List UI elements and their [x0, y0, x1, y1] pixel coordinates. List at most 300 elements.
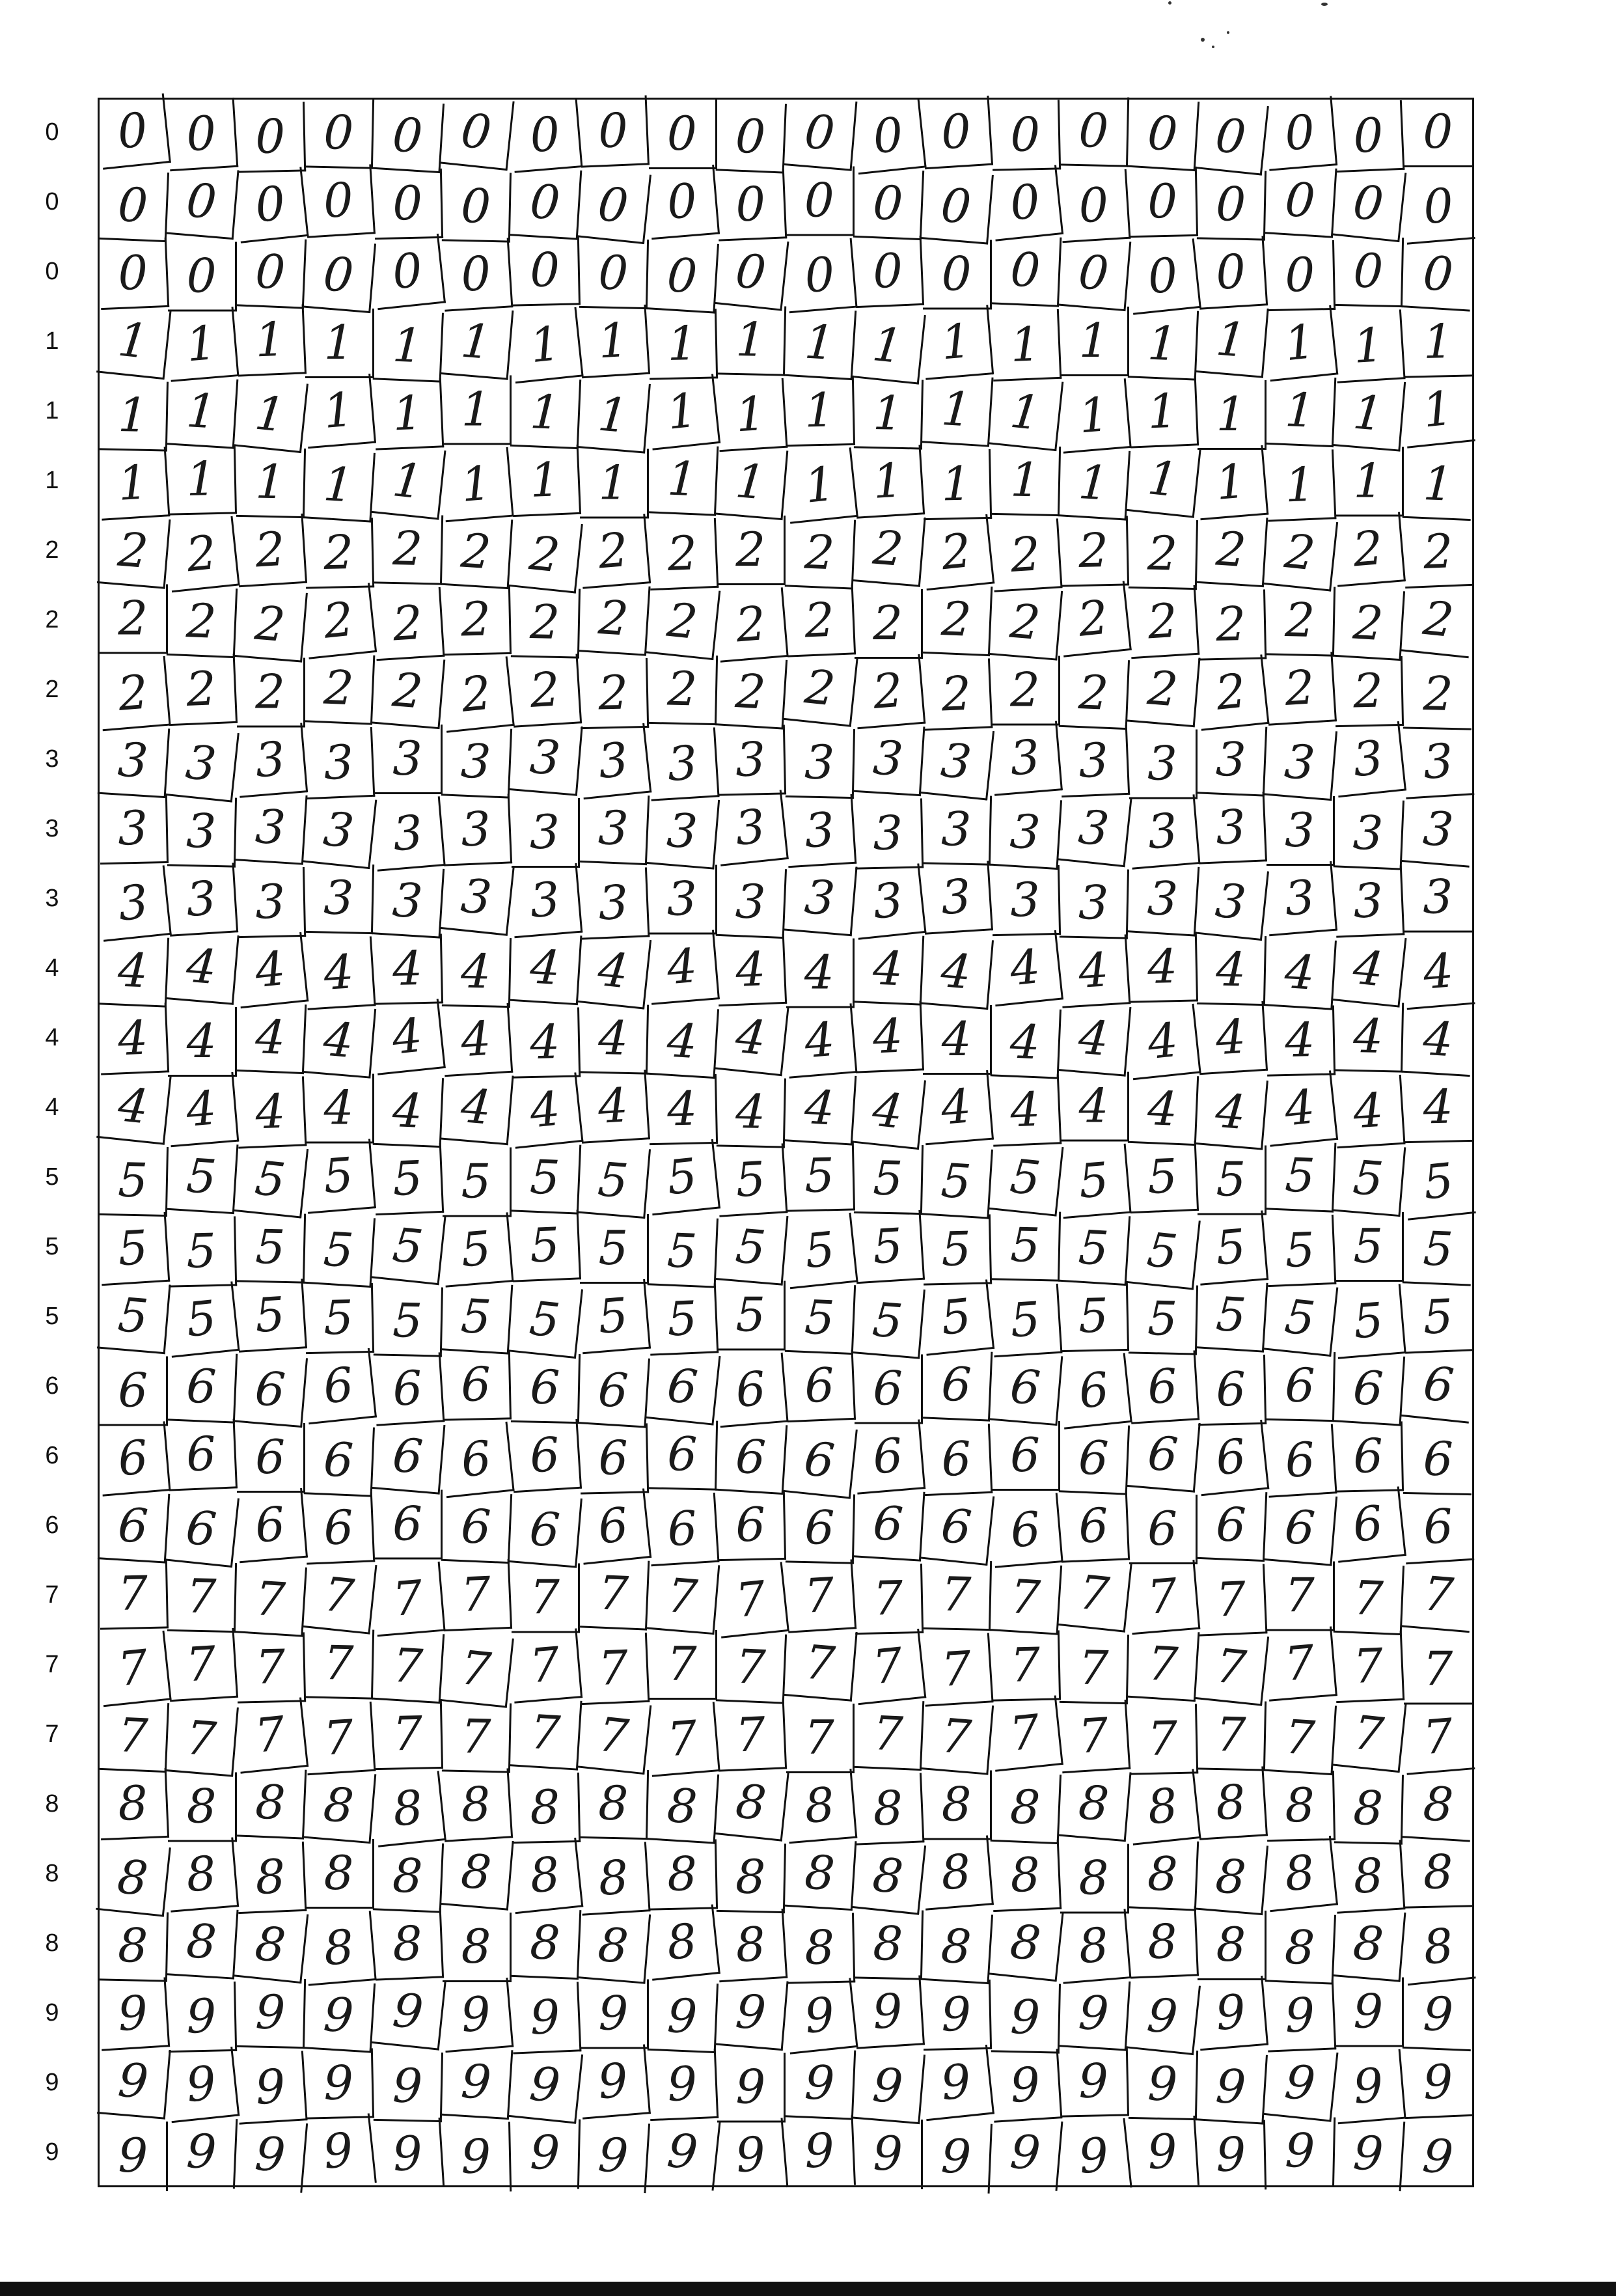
digit-cell: 4	[1332, 931, 1407, 1007]
digit-cell: 5	[1129, 1284, 1199, 1355]
digit-cell: 9	[578, 2120, 651, 2193]
digit-cell: 3	[851, 863, 927, 939]
digit-cell: 1	[1126, 441, 1201, 518]
digit-cell: 0	[1401, 169, 1475, 244]
digit-cell: 2	[715, 587, 789, 662]
digit-cell: 2	[920, 514, 995, 590]
digit-cell: 0	[577, 168, 652, 244]
digit-cell: 7	[922, 1560, 993, 1631]
digit-cell: 1	[989, 375, 1064, 451]
digit-cell: 5	[1060, 1281, 1130, 1352]
digit-cell: 5	[851, 1284, 925, 1359]
digit-cell: 3	[1196, 724, 1268, 796]
digit-cell: 5	[167, 1216, 238, 1287]
digit-cell: 6	[989, 1493, 1063, 1568]
scan-speck	[1321, 3, 1328, 6]
digit-cell: 4	[920, 1070, 994, 1145]
digit-cell: 1	[510, 445, 581, 517]
digit-cell: 6	[992, 1421, 1060, 1491]
digit-cell: 6	[234, 1488, 308, 1563]
digit-cell: 7	[442, 1702, 512, 1773]
digit-cell: 5	[165, 1281, 240, 1357]
digit-cell: 8	[714, 1765, 789, 1841]
digit-cell: 5	[443, 1148, 511, 1217]
digit-cell: 8	[1196, 1766, 1268, 1840]
digit-cell: 7	[1196, 1564, 1268, 1636]
digit-cell: 1	[783, 447, 858, 523]
digit-cell: 5	[374, 1286, 444, 1357]
digit-cell: 8	[1060, 1844, 1129, 1914]
digit-cell: 4	[305, 1074, 374, 1144]
digit-cell: 5	[921, 1145, 994, 1219]
grid-row	[100, 309, 1472, 378]
digit-cell: 6	[441, 1491, 513, 1564]
digit-cell: 3	[921, 861, 994, 934]
digit-cell: 0	[716, 169, 787, 241]
digit-cell: 2	[1334, 656, 1404, 727]
row-label: 6	[45, 1442, 59, 1469]
digit-cell: 7	[99, 1558, 169, 1629]
digit-cell: 8	[236, 1842, 307, 1914]
digit-cell: 7	[1334, 1631, 1405, 1703]
digit-cell: 8	[577, 1909, 651, 1984]
digit-cell: 4	[578, 1070, 651, 1143]
digit-cell: 1	[508, 307, 584, 383]
digit-cell: 0	[234, 167, 309, 243]
digit-cell: 4	[508, 1072, 584, 1148]
digit-cell: 0	[1194, 99, 1269, 175]
digit-cell: 2	[784, 517, 856, 589]
digit-cell: 9	[511, 2118, 581, 2189]
digit-cell: 5	[645, 1139, 720, 1215]
row-label: 8	[45, 1860, 59, 1887]
digit-cell: 0	[165, 165, 240, 240]
digit-cell: 8	[1198, 1911, 1266, 1980]
digit-cell: 9	[990, 2049, 1063, 2122]
digit-cell: 5	[303, 1139, 377, 1213]
digit-cell: 3	[1127, 863, 1200, 936]
digit-cell: 4	[1058, 934, 1131, 1008]
digit-cell: 0	[510, 235, 581, 306]
digit-cell: 6	[302, 1348, 377, 1424]
digit-cell: 2	[990, 518, 1063, 592]
digit-cell: 6	[645, 1349, 720, 1425]
digit-cell: 5	[1058, 1144, 1132, 1219]
grid-row	[100, 1632, 1472, 1702]
digit-cell: 5	[99, 1146, 169, 1217]
digit-cell: 4	[1403, 1072, 1473, 1143]
digit-cell: 1	[715, 378, 788, 452]
digit-cell: 5	[1127, 1141, 1199, 1213]
digit-cell: 1	[1127, 308, 1199, 380]
digit-cell: 6	[509, 1419, 582, 1493]
digit-cell: 2	[441, 516, 514, 589]
row-label: 6	[45, 1372, 59, 1400]
digit-cell: 0	[1404, 98, 1472, 167]
digit-cell: 5	[440, 1212, 514, 1287]
digit-cell: 2	[1127, 585, 1199, 659]
digit-cell: 4	[374, 934, 444, 1004]
digit-cell: 1	[303, 449, 376, 522]
digit-cell: 3	[236, 867, 307, 938]
row-label: 2	[45, 536, 59, 564]
digit-cell: 9	[784, 2047, 856, 2120]
digit-cell: 8	[921, 1911, 994, 1984]
digit-cell: 9	[1333, 2118, 1406, 2191]
digit-cell: 5	[510, 1210, 581, 1282]
grid-row	[100, 518, 1472, 587]
digit-cell: 3	[305, 863, 375, 934]
digit-cell: 4	[990, 1006, 1061, 1079]
digit-cell: 4	[783, 1003, 857, 1078]
digit-cell: 6	[855, 1355, 923, 1424]
digit-cell: 3	[235, 791, 308, 864]
digit-cell: 4	[920, 935, 994, 1010]
digit-cell: 0	[441, 238, 514, 311]
digit-cell: 8	[511, 1773, 581, 1844]
digit-cell: 3	[922, 794, 993, 865]
digit-cell: 1	[1195, 303, 1269, 378]
digit-cell: 9	[305, 2048, 375, 2119]
digit-cell: 8	[853, 1773, 925, 1845]
digit-cell: 6	[1057, 1353, 1132, 1429]
digit-cell: 9	[508, 2047, 583, 2123]
digit-cell: 0	[579, 95, 650, 167]
grid-row	[100, 1353, 1472, 1423]
digit-cell: 2	[508, 517, 583, 593]
digit-cell: 6	[442, 1349, 512, 1420]
digit-cell: 7	[1194, 1629, 1270, 1706]
digit-cell: 8	[441, 1768, 514, 1842]
digit-cell: 7	[302, 1558, 377, 1634]
digit-cell: 5	[236, 1212, 307, 1283]
digit-cell: 7	[374, 1699, 444, 1770]
digit-cell: 9	[165, 2047, 240, 2123]
digit-cell: 3	[647, 727, 720, 801]
digit-cell: 5	[647, 1215, 719, 1288]
digit-cell: 6	[1266, 1351, 1336, 1422]
digit-cell: 6	[165, 1491, 240, 1568]
digit-cell: 9	[1060, 2046, 1130, 2117]
digit-cell: 9	[442, 2122, 512, 2192]
digit-cell: 5	[1196, 1279, 1268, 1352]
digit-cell: 2	[97, 514, 171, 588]
digit-cell: 4	[853, 933, 925, 1005]
digit-cell: 8	[303, 1769, 377, 1844]
grid-row	[100, 2120, 1472, 2189]
digit-cell: 3	[1404, 863, 1472, 933]
digit-cell: 0	[303, 238, 377, 313]
digit-cell: 3	[785, 728, 855, 799]
digit-cell: 4	[1195, 1075, 1269, 1150]
digit-cell: 5	[920, 1279, 995, 1355]
digit-cell: 2	[579, 658, 650, 729]
digit-cell: 7	[988, 1695, 1063, 1771]
digit-cell: 8	[1401, 1909, 1476, 1985]
digit-cell: 4	[511, 1007, 581, 1078]
digit-cell: 9	[1265, 1980, 1337, 2052]
digit-cell: 7	[1332, 1696, 1407, 1773]
digit-cell: 6	[98, 1489, 171, 1563]
digit-cell: 5	[785, 1141, 855, 1211]
digit-cell: 4	[1263, 1070, 1338, 1146]
digit-cell: 6	[1127, 1350, 1199, 1424]
digit-cell: 1	[920, 305, 994, 380]
digit-cell: 0	[853, 236, 925, 308]
digit-cell: 0	[439, 94, 515, 171]
digit-cell: 8	[98, 1768, 170, 1840]
digit-cell: 4	[236, 1076, 307, 1148]
digit-cell: 4	[648, 1074, 718, 1145]
digit-cell: 3	[989, 721, 1063, 795]
digit-grid	[98, 98, 1474, 2187]
digit-cell: 1	[1058, 378, 1132, 453]
digit-cell: 8	[373, 1908, 445, 1980]
digit-cell: 0	[1265, 164, 1337, 238]
digit-cell: 5	[1198, 1146, 1266, 1215]
digit-cell: 8	[305, 1839, 374, 1909]
digit-cell: 2	[97, 656, 171, 731]
digit-cell: 7	[1197, 1700, 1267, 1771]
row-label: 9	[45, 2069, 59, 2096]
digit-cell: 2	[1333, 587, 1406, 661]
row-label-column	[26, 98, 78, 2187]
row-label: 5	[45, 1233, 59, 1260]
digit-cell: 4	[579, 1003, 650, 1074]
digit-cell: 4	[440, 1070, 514, 1145]
row-label: 6	[45, 1512, 59, 1539]
digit-cell: 9	[1057, 2118, 1132, 2194]
digit-cell: 7	[96, 1631, 172, 1707]
digit-cell: 1	[371, 443, 446, 519]
digit-cell: 8	[236, 1767, 307, 1839]
digit-cell: 2	[1403, 659, 1473, 730]
digit-cell: 0	[1060, 96, 1130, 167]
digit-cell: 8	[168, 1773, 236, 1842]
digit-cell: 6	[578, 1354, 651, 1428]
digit-cell: 3	[1129, 730, 1198, 799]
digit-cell: 0	[374, 169, 444, 240]
row-label: 1	[45, 397, 59, 424]
digit-cell: 5	[647, 1283, 719, 1355]
digit-cell: 5	[989, 1140, 1064, 1216]
row-label: 4	[45, 1094, 59, 1121]
row-label: 8	[45, 1790, 59, 1818]
digit-cell: 4	[1264, 936, 1337, 1010]
digit-cell: 0	[991, 234, 1062, 307]
digit-cell: 5	[97, 1279, 171, 1354]
digit-cell: 3	[374, 725, 443, 794]
digit-cell: 1	[1058, 447, 1131, 520]
digit-cell: 2	[1060, 516, 1130, 587]
digit-cell: 6	[1401, 1347, 1476, 1423]
digit-cell: 5	[1263, 1280, 1338, 1357]
digit-cell: 2	[922, 584, 993, 656]
digit-cell: 9	[991, 1982, 1061, 2053]
digit-cell: 6	[372, 1419, 446, 1494]
digit-cell: 5	[1125, 1213, 1201, 1290]
grid-row	[100, 1911, 1472, 1980]
digit-cell: 7	[714, 1562, 789, 1638]
digit-cell: 2	[302, 583, 377, 659]
digit-cell: 2	[1266, 585, 1336, 656]
digit-cell: 2	[1402, 516, 1473, 588]
digit-cell: 8	[646, 1770, 719, 1844]
row-label: 3	[45, 815, 59, 842]
digit-cell: 8	[923, 1771, 991, 1840]
digit-cell: 8	[373, 1840, 445, 1913]
digit-cell: 2	[783, 650, 858, 726]
digit-cell: 5	[784, 1282, 856, 1355]
digit-cell: 6	[1196, 1489, 1268, 1562]
row-label: 3	[45, 745, 59, 773]
digit-cell: 2	[1196, 514, 1268, 587]
digit-cell: 7	[649, 1630, 717, 1700]
digit-cell: 6	[1401, 1491, 1474, 1564]
digit-cell: 4	[96, 1068, 172, 1144]
digit-cell: 4	[303, 936, 376, 1010]
digit-cell: 3	[98, 725, 171, 798]
digit-cell: 7	[991, 1630, 1061, 1701]
digit-cell: 8	[1332, 1907, 1406, 1982]
digit-cell: 6	[97, 1421, 171, 1496]
digit-cell: 3	[165, 726, 240, 802]
digit-cell: 6	[577, 1488, 652, 1564]
digit-cell: 7	[579, 1633, 650, 1705]
digit-cell: 9	[374, 2051, 444, 2122]
row-label: 3	[45, 885, 59, 912]
digit-cell: 2	[1057, 581, 1132, 657]
digit-cell: 0	[1129, 167, 1199, 238]
row-label: 0	[45, 118, 59, 146]
digit-cell: 1	[166, 375, 239, 449]
digit-cell: 9	[440, 1978, 514, 2053]
digit-cell: 9	[1419, 2127, 1456, 2185]
grid-row	[100, 1423, 1472, 1493]
digit-cell: 1	[991, 309, 1062, 381]
digit-cell: 7	[646, 1560, 720, 1635]
digit-cell: 0	[98, 238, 170, 310]
digit-cell: 9	[100, 2122, 168, 2191]
grid-row	[100, 1005, 1472, 1075]
digit-cell: 7	[167, 1562, 238, 1633]
digit-cell: 7	[853, 1698, 925, 1771]
digit-cell: 7	[1060, 1633, 1130, 1704]
digit-cell: 3	[167, 796, 238, 867]
digit-cell: 8	[510, 1907, 582, 1980]
digit-cell: 1	[1195, 445, 1269, 520]
scan-speck	[1227, 31, 1229, 34]
digit-cell: 1	[1335, 447, 1403, 517]
digit-cell: 9	[510, 1982, 582, 2054]
digit-cell: 6	[511, 1353, 581, 1424]
digit-cell: 4	[165, 1072, 240, 1147]
digit-cell: 0	[1266, 240, 1336, 311]
digit-cell: 0	[579, 238, 650, 309]
digit-cell: 2	[234, 514, 307, 587]
digit-cell: 6	[1334, 1421, 1404, 1492]
digit-cell: 9	[922, 1980, 993, 2051]
digit-cell: 5	[233, 1142, 308, 1218]
digit-cell: 5	[371, 1209, 446, 1285]
row-label: 2	[45, 676, 59, 703]
grid-row	[100, 726, 1472, 796]
digit-cell: 2	[305, 518, 375, 588]
digit-cell: 9	[577, 2044, 651, 2119]
digit-cell: 1	[233, 377, 308, 453]
digit-cell: 4	[1128, 1073, 1199, 1146]
digit-cell: 3	[989, 796, 1062, 870]
digit-cell: 7	[851, 1629, 927, 1705]
grid-row	[100, 866, 1472, 935]
digit-cell: 5	[1332, 1284, 1406, 1359]
digit-cell: 4	[1197, 935, 1267, 1006]
digit-cell: 1	[1265, 449, 1337, 521]
grid-row	[100, 169, 1472, 239]
digit-cell: 9	[1125, 1979, 1201, 2055]
digit-cell: 8	[784, 1837, 856, 1911]
digit-cell: 8	[234, 1907, 309, 1984]
digit-cell: 8	[1128, 1838, 1199, 1911]
digit-cell: 3	[234, 723, 308, 797]
digit-cell: 5	[577, 1144, 651, 1219]
digit-cell: 2	[992, 656, 1060, 726]
digit-cell: 4	[851, 1073, 926, 1150]
digit-cell: 9	[167, 2116, 238, 2189]
digit-cell: 1	[922, 449, 993, 520]
digit-cell: 7	[512, 1564, 580, 1633]
digit-cell: 0	[1127, 98, 1199, 171]
digit-cell: 7	[784, 1559, 856, 1633]
digit-cell: 0	[714, 234, 789, 311]
digit-cell: 4	[1060, 1072, 1129, 1142]
digit-cell: 4	[717, 1077, 787, 1148]
digit-cell: 0	[646, 165, 720, 240]
digit-cell: 4	[1058, 1001, 1132, 1076]
digit-cell: 5	[1195, 1210, 1269, 1285]
grid-row	[100, 1702, 1472, 1771]
digit-cell: 4	[786, 939, 855, 1008]
grid-row	[100, 448, 1472, 518]
digit-cell: 7	[1401, 1700, 1475, 1775]
digit-cell: 7	[236, 1632, 307, 1703]
digit-cell: 0	[649, 100, 717, 169]
digit-cell: 1	[1060, 307, 1129, 376]
digit-cell: 7	[786, 1704, 855, 1773]
digit-cell: 9	[302, 2113, 377, 2189]
digit-cell: 2	[717, 516, 786, 585]
digit-cell: 7	[579, 1558, 650, 1630]
digit-cell: 6	[922, 1349, 993, 1421]
digit-cell: 4	[716, 934, 787, 1006]
digit-cell: 3	[1334, 865, 1405, 937]
digit-cell: 4	[1334, 1001, 1404, 1072]
digit-cell: 3	[1401, 792, 1475, 867]
digit-cell: 0	[305, 98, 375, 169]
digit-cell: 3	[854, 798, 924, 869]
digit-cell: 7	[441, 1559, 513, 1631]
digit-cell: 7	[98, 1700, 170, 1773]
digit-cell: 1	[1198, 380, 1266, 450]
digit-cell: 9	[1129, 2049, 1199, 2120]
digit-cell: 7	[1404, 1635, 1472, 1705]
digit-cell: 6	[304, 1424, 376, 1497]
digit-cell: 6	[1333, 1352, 1406, 1426]
digit-cell: 2	[852, 512, 926, 587]
digit-cell: 2	[234, 587, 308, 662]
digit-cell: 5	[508, 1282, 583, 1359]
digit-cell: 9	[715, 1976, 789, 2051]
